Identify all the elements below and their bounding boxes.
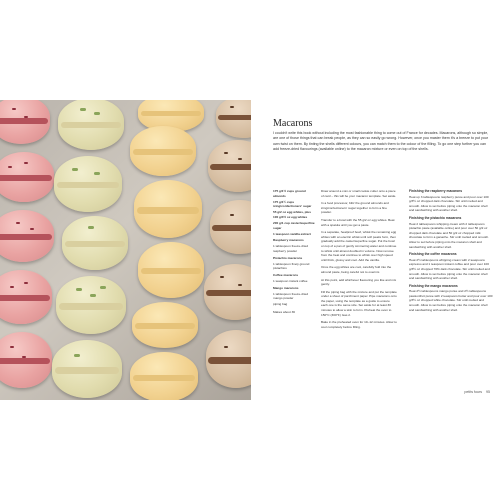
raspberry-macaron	[0, 210, 54, 262]
ingredient-subheading: Pistachio macarons	[273, 255, 303, 260]
ingredients-list	[273, 189, 315, 316]
method-step: In a separate, heatproof bowl, whisk the remaining egg whites with an electric whisk until soft peaks form, then gradually add the caster/superfine sugar. Put the bowl on top of a pan of gently simmering water and continue to whisk until almost doubled in volume. Now remove from the heat and continue to whisk over high speed until thick, glossy and cool. Add the vanilla.	[321, 230, 397, 262]
coffee-macaron	[216, 100, 251, 138]
mango-macaron	[134, 180, 202, 238]
coffee-macaron	[206, 330, 251, 388]
ingredient-item: 200 g/1 cup caster/superfine sugar	[273, 221, 315, 230]
method-step: In a food processor, blitz the ground almonds and icing/confectioners' sugar together to form a fine powder.	[321, 201, 389, 215]
ingredient-item: 55 g/2 oz egg whites, plus 100 g/3½ oz egg whites	[273, 210, 311, 219]
ingredient-subheading: Mango macarons	[273, 285, 299, 290]
ingredient-item: 1 teaspoon instant coffee	[273, 279, 308, 283]
ingredient-item: 175 g/1¼ cups icing/confectioners' sugar	[273, 199, 312, 209]
method-step: At this point, add whichever flavouring you like and mix gently.	[321, 277, 397, 287]
filling-heading: Finishing the pistachio macarons	[409, 215, 462, 220]
section-name: petits fours	[464, 390, 482, 394]
method-step: Fill the piping bag with the mixture and put the template under a sheet of parchment paper. Pipe macarons onto the paper, using the template as a guide to ensure each one is the same size. Set aside for at least 30 minutes to allow a skin to form. Preheat the oven to 150°C (300°F) Gas 2.	[321, 289, 397, 317]
recipe-title: Macarons	[273, 118, 313, 129]
recipe-intro: I couldn't write this book without including the most fashionable thing to come out of France for decades. Macarons, although so simple, are one of those things that can break people, as they can so easily go wrong. However, once you master them it's a breeze to put your own twist on them. By tinting the shells different colours, you can match them to the colour of the filling. To go one step further you can add freeze-dried flavourings (available online) to the macaron mixture or even on top of the shells.	[273, 131, 489, 151]
filling-heading: Finishing the coffee macarons	[409, 252, 457, 257]
method-step: Bake in the preheated oven for 10–12 minutes. Allow to cool completely before filling.	[321, 320, 397, 329]
macaron-photo	[0, 100, 251, 400]
yield-note: Makes about 36	[273, 309, 296, 314]
pistachio-macaron	[62, 216, 128, 270]
coffee-macaron	[210, 200, 251, 254]
pistachio-macaron	[56, 276, 126, 334]
coffee-macaron	[208, 140, 251, 192]
raspberry-macaron	[0, 332, 52, 388]
method-steps	[321, 189, 397, 332]
ingredient-subheading: Coffee macarons	[273, 272, 299, 277]
mango-macaron	[130, 126, 196, 176]
ingredient-item: 1 tablespoon finely ground pistachios	[273, 261, 310, 271]
pistachio-macaron	[54, 156, 122, 212]
filling-text: Heat up 3 tablespoons raspberry purée and pour over 100 g/3½ oz chopped dark chocolate. Stir until melted and smooth. Allow to set before piping onto the macaron shell and sandwiching with another shell.	[409, 194, 489, 213]
pistachio-macaron	[52, 340, 122, 398]
filling-text: Heat 2½ tablespoons mango purée and 2½ tablespoons passionfruit purée with 2 teaspoons butter and pour over 100 g/3½ oz chopped white chocolate. Stir until melted and smooth. Allow to set before piping onto the macaron shell and sandwiching with another shell.	[409, 289, 493, 312]
method-step: Draw around a coin or small cookie cutter onto a piece of card – this will be your macaron template. Set aside.	[321, 189, 397, 198]
ingredient-subheading: Raspberry macarons	[273, 238, 304, 243]
method-step: Transfer to a bowl with the 55 g/2 oz egg whites. Beat with a spatula until you get a paste.	[321, 217, 395, 227]
raspberry-macaron	[0, 100, 50, 144]
coffee-macaron	[204, 264, 251, 320]
mango-macaron	[132, 302, 198, 348]
ingredient-item: 175 g/1½ cups ground almonds	[273, 189, 306, 198]
filling-heading: Finishing the raspberry macarons	[409, 189, 463, 193]
raspberry-macaron	[0, 152, 54, 202]
raspberry-macaron	[0, 270, 52, 324]
filling-heading: Finishing the mango macarons	[409, 283, 458, 288]
page-footer	[464, 390, 490, 394]
filling-text: Heat 2½ tablespoons whipping cream with 2 teaspoons espresso and 1 teaspoon instant coffee and pour over 100 g/3½ oz chopped 70% dark chocolate. Stir until melted and smooth. Allow to set before piping onto the macaron shell and sandwiching with another shell.	[409, 257, 490, 281]
mango-macaron	[130, 352, 198, 400]
page-number: 95	[486, 390, 490, 394]
method-step: Once the egg whites are cool, carefully fold into the almond paste, being careful not to overmix.	[321, 265, 392, 274]
filling-text: Heat 2 tablespoons whipping cream with 2 tablespoons pistachio paste (available online) and pour over 50 g/2 oz chopped dark chocolate and 50 g/2 oz chopped milk chocolate to form a ganache. Stir until melted and smooth. Allow to set before piping onto the macaron shell and sandwiching with another shell.	[409, 221, 489, 249]
mango-macaron	[138, 242, 204, 298]
ingredient-item: 1 tablespoon freeze-dried raspberry powder	[273, 244, 309, 254]
ingredient-item: piping bag	[273, 302, 288, 307]
ingredient-item: 1 teaspoon vanilla extract	[273, 231, 311, 236]
filling-instructions	[409, 189, 493, 315]
recipe-page	[251, 100, 500, 400]
pistachio-macaron	[58, 100, 124, 150]
ingredient-item: 1 tablespoon freeze-dried mango powder	[273, 291, 309, 301]
book-spread	[0, 100, 500, 400]
